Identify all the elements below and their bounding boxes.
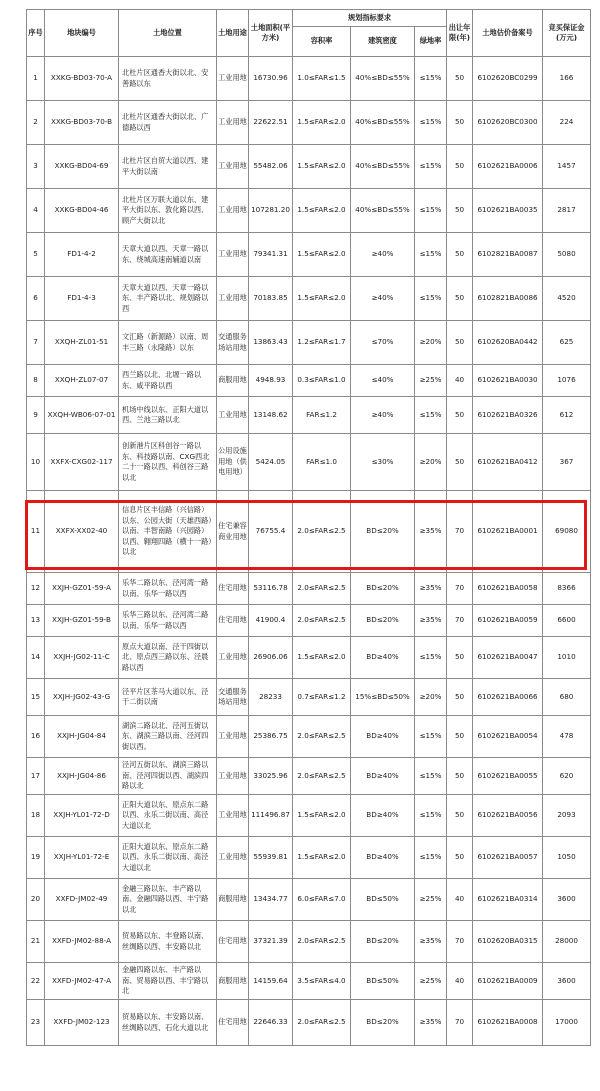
cell-record: 6102621BA0001 xyxy=(473,491,543,573)
cell-far: 1.2≤FAR≤1.7 xyxy=(293,321,351,365)
cell-deposit: 8366 xyxy=(543,573,591,605)
cell-deposit: 6600 xyxy=(543,605,591,637)
table-row xyxy=(27,365,591,397)
cell-record: 6102621BA0009 xyxy=(473,963,543,1000)
cell-term: 70 xyxy=(447,573,473,605)
cell-far: 2.0≤FAR≤2.5 xyxy=(293,1000,351,1046)
cell-green: ≥25% xyxy=(415,963,447,1000)
cell-record: 6102620BC0300 xyxy=(473,101,543,145)
table-row xyxy=(27,145,591,189)
cell-deposit: 625 xyxy=(543,321,591,365)
table-row xyxy=(27,637,591,679)
cell-location: 北杜片区自贸大道以西、建平大街以南 xyxy=(119,145,217,189)
cell-code: XXFD-JM02-47-A xyxy=(45,963,119,1000)
cell-area: 14159.64 xyxy=(249,963,293,1000)
cell-use: 工业用地 xyxy=(217,277,249,321)
cell-far: 3.5≤FAR≤4.0 xyxy=(293,963,351,1000)
cell-density: BD≥40% xyxy=(351,837,415,879)
cell-deposit: 2817 xyxy=(543,189,591,233)
cell-green: ≥35% xyxy=(415,491,447,573)
cell-far: FAR≤1.0 xyxy=(293,434,351,491)
cell-no: 14 xyxy=(27,637,45,679)
cell-green: ≤15% xyxy=(415,101,447,145)
cell-term: 50 xyxy=(447,637,473,679)
cell-code: XXFD-JM02-49 xyxy=(45,879,119,921)
cell-area: 26906.06 xyxy=(249,637,293,679)
cell-far: 1.5≤FAR≤2.0 xyxy=(293,189,351,233)
cell-term: 50 xyxy=(447,57,473,101)
cell-far: 0.7≤FAR≤1.2 xyxy=(293,679,351,716)
cell-record: 6102821BA0087 xyxy=(473,233,543,277)
cell-green: ≤15% xyxy=(415,189,447,233)
table-row xyxy=(27,434,591,491)
cell-green: ≥20% xyxy=(415,434,447,491)
cell-code: XXQH-ZL01-51 xyxy=(45,321,119,365)
cell-location: 天章大道以西、天章一路以东、丰产路以北、规划路以西 xyxy=(119,277,217,321)
cell-density: BD≤20% xyxy=(351,491,415,573)
cell-record: 6102621BA0030 xyxy=(473,365,543,397)
cell-far: 2.0≤FAR≤2.5 xyxy=(293,573,351,605)
cell-no: 1 xyxy=(27,57,45,101)
header-code: 地块编号 xyxy=(45,10,119,57)
cell-green: ≥35% xyxy=(415,573,447,605)
cell-far: 1.5≤FAR≤2.0 xyxy=(293,277,351,321)
table-row xyxy=(27,233,591,277)
cell-area: 53116.78 xyxy=(249,573,293,605)
cell-record: 6102621BA0055 xyxy=(473,758,543,795)
cell-deposit: 3600 xyxy=(543,879,591,921)
cell-term: 50 xyxy=(447,233,473,277)
table-row xyxy=(27,1000,591,1046)
cell-far: 1.5≤FAR≤2.0 xyxy=(293,101,351,145)
cell-use: 住宅兼容商业用地 xyxy=(217,491,249,573)
cell-density: BD≥40% xyxy=(351,716,415,758)
cell-deposit: 478 xyxy=(543,716,591,758)
cell-no: 22 xyxy=(27,963,45,1000)
cell-deposit: 1010 xyxy=(543,637,591,679)
cell-area: 70183.85 xyxy=(249,277,293,321)
cell-record: 6102621BA0058 xyxy=(473,573,543,605)
header-location: 土地位置 xyxy=(119,10,217,57)
table-row xyxy=(27,679,591,716)
cell-no: 6 xyxy=(27,277,45,321)
cell-far: 2.0≤FAR≤2.5 xyxy=(293,758,351,795)
table-row xyxy=(27,716,591,758)
cell-far: 1.5≤FAR≤2.0 xyxy=(293,837,351,879)
table-row xyxy=(27,101,591,145)
header-no: 序号 xyxy=(27,10,45,57)
cell-term: 50 xyxy=(447,795,473,837)
cell-no: 11 xyxy=(27,491,45,573)
cell-record: 6102621BA0047 xyxy=(473,637,543,679)
cell-deposit: 367 xyxy=(543,434,591,491)
cell-record: 6102620BA0315 xyxy=(473,921,543,963)
cell-area: 22622.51 xyxy=(249,101,293,145)
cell-area: 76755.4 xyxy=(249,491,293,573)
cell-no: 19 xyxy=(27,837,45,879)
cell-density: ≤30% xyxy=(351,434,415,491)
cell-green: ≤15% xyxy=(415,145,447,189)
cell-density: BD≤20% xyxy=(351,573,415,605)
land-parcel-table xyxy=(26,9,591,1046)
cell-use: 商服用地 xyxy=(217,879,249,921)
cell-term: 50 xyxy=(447,679,473,716)
cell-term: 50 xyxy=(447,758,473,795)
cell-area: 37321.39 xyxy=(249,921,293,963)
cell-use: 住宅用地 xyxy=(217,605,249,637)
header-far: 容积率 xyxy=(293,27,351,57)
cell-location: 泾河五街以东、湖滨三路以南、泾河四街以西、湖滨四路以北 xyxy=(119,758,217,795)
cell-area: 13148.62 xyxy=(249,397,293,434)
cell-deposit: 1076 xyxy=(543,365,591,397)
cell-code: XXQH-ZL07-07 xyxy=(45,365,119,397)
cell-term: 50 xyxy=(447,397,473,434)
cell-use: 工业用地 xyxy=(217,795,249,837)
cell-area: 13863.43 xyxy=(249,321,293,365)
cell-use: 工业用地 xyxy=(217,637,249,679)
cell-no: 4 xyxy=(27,189,45,233)
cell-green: ≤15% xyxy=(415,637,447,679)
cell-deposit: 17000 xyxy=(543,1000,591,1046)
cell-green: ≥20% xyxy=(415,321,447,365)
cell-term: 40 xyxy=(447,963,473,1000)
cell-term: 50 xyxy=(447,145,473,189)
cell-record: 6102621BA0326 xyxy=(473,397,543,434)
cell-area: 16730.96 xyxy=(249,57,293,101)
cell-code: XXJH-JG04-86 xyxy=(45,758,119,795)
cell-record: 6102621BA0054 xyxy=(473,716,543,758)
table-row xyxy=(27,795,591,837)
header-density: 建筑密度 xyxy=(351,27,415,57)
cell-green: ≤15% xyxy=(415,57,447,101)
cell-record: 6102621BA0057 xyxy=(473,837,543,879)
cell-use: 工业用地 xyxy=(217,145,249,189)
table-row xyxy=(27,963,591,1000)
cell-location: 信息片区丰信路（兴信路）以东、公园大街（天雄西路）以南、丰智南路（兴园路）以西、翱翔四路（横十一路）以北 xyxy=(119,491,217,573)
cell-green: ≥25% xyxy=(415,365,447,397)
cell-area: 22646.33 xyxy=(249,1000,293,1046)
table-row xyxy=(27,57,591,101)
table-row xyxy=(27,921,591,963)
cell-location: 西兰路以北、北塬一路以东、咸平路以西 xyxy=(119,365,217,397)
cell-area: 5424.05 xyxy=(249,434,293,491)
cell-record: 6102621BA0035 xyxy=(473,189,543,233)
cell-deposit: 166 xyxy=(543,57,591,101)
cell-deposit: 680 xyxy=(543,679,591,716)
cell-area: 107281.20 xyxy=(249,189,293,233)
cell-area: 79341.31 xyxy=(249,233,293,277)
cell-density: BD≤50% xyxy=(351,963,415,1000)
cell-far: 1.0≤FAR≤1.5 xyxy=(293,57,351,101)
cell-code: XXFD-JM02-123 xyxy=(45,1000,119,1046)
cell-density: ≤70% xyxy=(351,321,415,365)
cell-green: ≤15% xyxy=(415,277,447,321)
cell-term: 50 xyxy=(447,277,473,321)
cell-area: 55939.81 xyxy=(249,837,293,879)
cell-use: 工业用地 xyxy=(217,837,249,879)
cell-area: 13434.77 xyxy=(249,879,293,921)
cell-code: XXKG-BD03-70-A xyxy=(45,57,119,101)
cell-green: ≤15% xyxy=(415,795,447,837)
table-row xyxy=(27,277,591,321)
header-deposit: 竞买保证金(万元) xyxy=(543,10,591,57)
cell-use: 工业用地 xyxy=(217,101,249,145)
cell-code: XXFD-JM02-88-A xyxy=(45,921,119,963)
cell-green: ≥35% xyxy=(415,921,447,963)
cell-green: ≤15% xyxy=(415,716,447,758)
cell-use: 住宅用地 xyxy=(217,1000,249,1046)
cell-density: BD≤20% xyxy=(351,921,415,963)
cell-far: FAR≤1.2 xyxy=(293,397,351,434)
cell-code: XXJH-JG04-84 xyxy=(45,716,119,758)
cell-no: 5 xyxy=(27,233,45,277)
cell-deposit: 1457 xyxy=(543,145,591,189)
cell-record: 6102621BA0008 xyxy=(473,1000,543,1046)
cell-location: 金融三路以东、丰产路以南、金融四路以西、丰宁路以北 xyxy=(119,879,217,921)
cell-density: 40%≤BD≤55% xyxy=(351,145,415,189)
cell-deposit: 2093 xyxy=(543,795,591,837)
cell-density: ≥40% xyxy=(351,233,415,277)
cell-density: BD≤20% xyxy=(351,1000,415,1046)
cell-term: 40 xyxy=(447,365,473,397)
cell-area: 41900.4 xyxy=(249,605,293,637)
cell-no: 20 xyxy=(27,879,45,921)
cell-term: 50 xyxy=(447,837,473,879)
cell-density: BD≤50% xyxy=(351,879,415,921)
cell-location: 泾平片区茶马大道以东、泾干二街以南 xyxy=(119,679,217,716)
cell-deposit: 5080 xyxy=(543,233,591,277)
cell-area: 28233 xyxy=(249,679,293,716)
cell-use: 工业用地 xyxy=(217,57,249,101)
cell-term: 50 xyxy=(447,716,473,758)
header-term: 出让年限(年) xyxy=(447,10,473,57)
table-row xyxy=(27,758,591,795)
cell-use: 商服用地 xyxy=(217,365,249,397)
cell-code: FD1-4-3 xyxy=(45,277,119,321)
cell-no: 12 xyxy=(27,573,45,605)
cell-no: 13 xyxy=(27,605,45,637)
cell-location: 乐华三路以东、泾河湾二路以南、乐华一路以西 xyxy=(119,605,217,637)
cell-term: 50 xyxy=(447,434,473,491)
cell-location: 北杜片区通香大街以北、安善路以东 xyxy=(119,57,217,101)
cell-density: 40%≤BD≤55% xyxy=(351,101,415,145)
cell-record: 6102821BA0086 xyxy=(473,277,543,321)
cell-density: 15%≤BD≤50% xyxy=(351,679,415,716)
cell-location: 文汇路（新源路）以南、周丰三路（永隆路）以东 xyxy=(119,321,217,365)
cell-area: 55482.06 xyxy=(249,145,293,189)
cell-location: 金融四路以东、丰产路以南、贸易路以西、丰宁路以北 xyxy=(119,963,217,1000)
cell-location: 湖滨二路以北、泾河五街以东、湖滨三路以南、泾河四街以西。 xyxy=(119,716,217,758)
cell-area: 111496.87 xyxy=(249,795,293,837)
cell-use: 工业用地 xyxy=(217,397,249,434)
cell-use: 工业用地 xyxy=(217,758,249,795)
cell-code: XXKG-BD04-69 xyxy=(45,145,119,189)
table-row xyxy=(27,397,591,434)
cell-location: 正阳大道以东、原点东二路以西、永乐二街以南、高泾大道以北 xyxy=(119,837,217,879)
cell-location: 机场中线以东、正阳大道以西、兰池三路以北 xyxy=(119,397,217,434)
cell-record: 6102621BA0056 xyxy=(473,795,543,837)
cell-record: 6102621BA0066 xyxy=(473,679,543,716)
cell-code: FD1-4-2 xyxy=(45,233,119,277)
cell-term: 70 xyxy=(447,921,473,963)
header-green: 绿地率 xyxy=(415,27,447,57)
cell-code: XXFX-XX02-40 xyxy=(45,491,119,573)
cell-location: 贸易路以东、丰登路以南、丝绸路以西、丰安路以北 xyxy=(119,921,217,963)
cell-code: XXKG-BD04-46 xyxy=(45,189,119,233)
cell-code: XXKG-BD03-70-B xyxy=(45,101,119,145)
cell-green: ≥35% xyxy=(415,605,447,637)
cell-term: 50 xyxy=(447,321,473,365)
cell-code: XXJH-GZ01-59-B xyxy=(45,605,119,637)
cell-area: 25386.75 xyxy=(249,716,293,758)
cell-density: BD≥40% xyxy=(351,637,415,679)
cell-density: ≥40% xyxy=(351,277,415,321)
cell-green: ≤15% xyxy=(415,837,447,879)
cell-density: BD≤20% xyxy=(351,605,415,637)
table-row xyxy=(27,491,591,573)
cell-deposit: 620 xyxy=(543,758,591,795)
cell-no: 8 xyxy=(27,365,45,397)
cell-no: 18 xyxy=(27,795,45,837)
cell-area: 33025.96 xyxy=(249,758,293,795)
cell-far: 1.5≤FAR≤2.0 xyxy=(293,637,351,679)
cell-code: XXJH-JG02-11-C xyxy=(45,637,119,679)
cell-green: ≤15% xyxy=(415,758,447,795)
cell-location: 原点大道以南、泾干四街以北、原点西三路以东、泾晨路以西 xyxy=(119,637,217,679)
cell-deposit: 612 xyxy=(543,397,591,434)
header-record: 土地估价备案号 xyxy=(473,10,543,57)
cell-deposit: 1050 xyxy=(543,837,591,879)
cell-no: 10 xyxy=(27,434,45,491)
cell-term: 50 xyxy=(447,101,473,145)
cell-term: 70 xyxy=(447,1000,473,1046)
cell-location: 北杜片区万联大道以东、建平大街以东、敦化路以西、顾产大街以北 xyxy=(119,189,217,233)
cell-far: 1.5≤FAR≤2.0 xyxy=(293,145,351,189)
cell-deposit: 28000 xyxy=(543,921,591,963)
cell-location: 正阳大道以东、原点东二路以西、永乐二街以南、高泾大道以北 xyxy=(119,795,217,837)
cell-no: 17 xyxy=(27,758,45,795)
cell-deposit: 3600 xyxy=(543,963,591,1000)
cell-far: 2.0≤FAR≤2.5 xyxy=(293,491,351,573)
cell-use: 工业用地 xyxy=(217,189,249,233)
cell-area: 4948.93 xyxy=(249,365,293,397)
cell-term: 50 xyxy=(447,189,473,233)
cell-green: ≥20% xyxy=(415,679,447,716)
header-planning: 规划指标要求 xyxy=(293,10,447,27)
cell-no: 2 xyxy=(27,101,45,145)
cell-density: 40%≤BD≤55% xyxy=(351,189,415,233)
cell-no: 16 xyxy=(27,716,45,758)
cell-density: BD≥40% xyxy=(351,795,415,837)
cell-location: 贸易路以东、丰安路以南、丝绸路以西、石化大道以北 xyxy=(119,1000,217,1046)
cell-no: 21 xyxy=(27,921,45,963)
cell-location: 创新港片区科创谷一路以东、科技路以南、CXG西北二十一路以西、科创谷三路以北 xyxy=(119,434,217,491)
cell-code: XXQH-WB06-07-01 xyxy=(45,397,119,434)
cell-code: XXJH-JG02-43-G xyxy=(45,679,119,716)
cell-far: 1.5≤FAR≤2.0 xyxy=(293,795,351,837)
cell-term: 70 xyxy=(447,491,473,573)
cell-record: 6102620BC0299 xyxy=(473,57,543,101)
cell-deposit: 4520 xyxy=(543,277,591,321)
table-row xyxy=(27,573,591,605)
cell-no: 3 xyxy=(27,145,45,189)
cell-code: XXJH-GZ01-59-A xyxy=(45,573,119,605)
cell-record: 6102621BA0059 xyxy=(473,605,543,637)
cell-record: 6102621BA0412 xyxy=(473,434,543,491)
cell-term: 40 xyxy=(447,879,473,921)
cell-term: 70 xyxy=(447,605,473,637)
cell-use: 住宅用地 xyxy=(217,573,249,605)
cell-use: 交通服务场站用地 xyxy=(217,679,249,716)
header-area: 土地面积(平方米) xyxy=(249,10,293,57)
cell-use: 商服用地 xyxy=(217,963,249,1000)
cell-green: ≥25% xyxy=(415,879,447,921)
table-row xyxy=(27,879,591,921)
cell-code: XXFX-CXG02-117 xyxy=(45,434,119,491)
cell-use: 工业用地 xyxy=(217,233,249,277)
cell-record: 6102621BA0314 xyxy=(473,879,543,921)
cell-green: ≤15% xyxy=(415,233,447,277)
table-row xyxy=(27,605,591,637)
cell-use: 工业用地 xyxy=(217,716,249,758)
header-use: 土地用途 xyxy=(217,10,249,57)
cell-use: 交通服务场站用地 xyxy=(217,321,249,365)
cell-far: 1.5≤FAR≤2.0 xyxy=(293,233,351,277)
table-row xyxy=(27,837,591,879)
table-row xyxy=(27,189,591,233)
cell-code: XXJH-YL01-72-E xyxy=(45,837,119,879)
cell-record: 6102621BA0006 xyxy=(473,145,543,189)
cell-density: 40%≤BD≤55% xyxy=(351,57,415,101)
cell-deposit: 224 xyxy=(543,101,591,145)
cell-location: 乐华二路以东、泾河湾一路以南、乐华一路以西 xyxy=(119,573,217,605)
cell-density: BD≥40% xyxy=(351,758,415,795)
cell-density: ≤40% xyxy=(351,365,415,397)
cell-green: ≥35% xyxy=(415,1000,447,1046)
cell-no: 23 xyxy=(27,1000,45,1046)
table-body xyxy=(27,57,591,1046)
cell-far: 0.3≤FAR≤1.0 xyxy=(293,365,351,397)
cell-code: XXJH-YL01-72-D xyxy=(45,795,119,837)
cell-far: 2.0≤FAR≤2.5 xyxy=(293,716,351,758)
cell-far: 2.0≤FAR≤2.5 xyxy=(293,921,351,963)
cell-no: 9 xyxy=(27,397,45,434)
cell-record: 6102620BA0442 xyxy=(473,321,543,365)
cell-use: 公用设施用地（供电用地） xyxy=(217,434,249,491)
cell-no: 15 xyxy=(27,679,45,716)
cell-density: ≥40% xyxy=(351,397,415,434)
cell-green: ≤15% xyxy=(415,397,447,434)
cell-no: 7 xyxy=(27,321,45,365)
cell-far: 2.0≤FAR≤2.5 xyxy=(293,605,351,637)
cell-use: 住宅用地 xyxy=(217,921,249,963)
cell-location: 天章大道以西、天章一路以东、绕城高速南辅道以南 xyxy=(119,233,217,277)
cell-far: 6.0≤FAR≤7.0 xyxy=(293,879,351,921)
cell-location: 北杜片区通香大街以北、广德路以西 xyxy=(119,101,217,145)
table-row xyxy=(27,321,591,365)
cell-deposit: 69080 xyxy=(543,491,591,573)
